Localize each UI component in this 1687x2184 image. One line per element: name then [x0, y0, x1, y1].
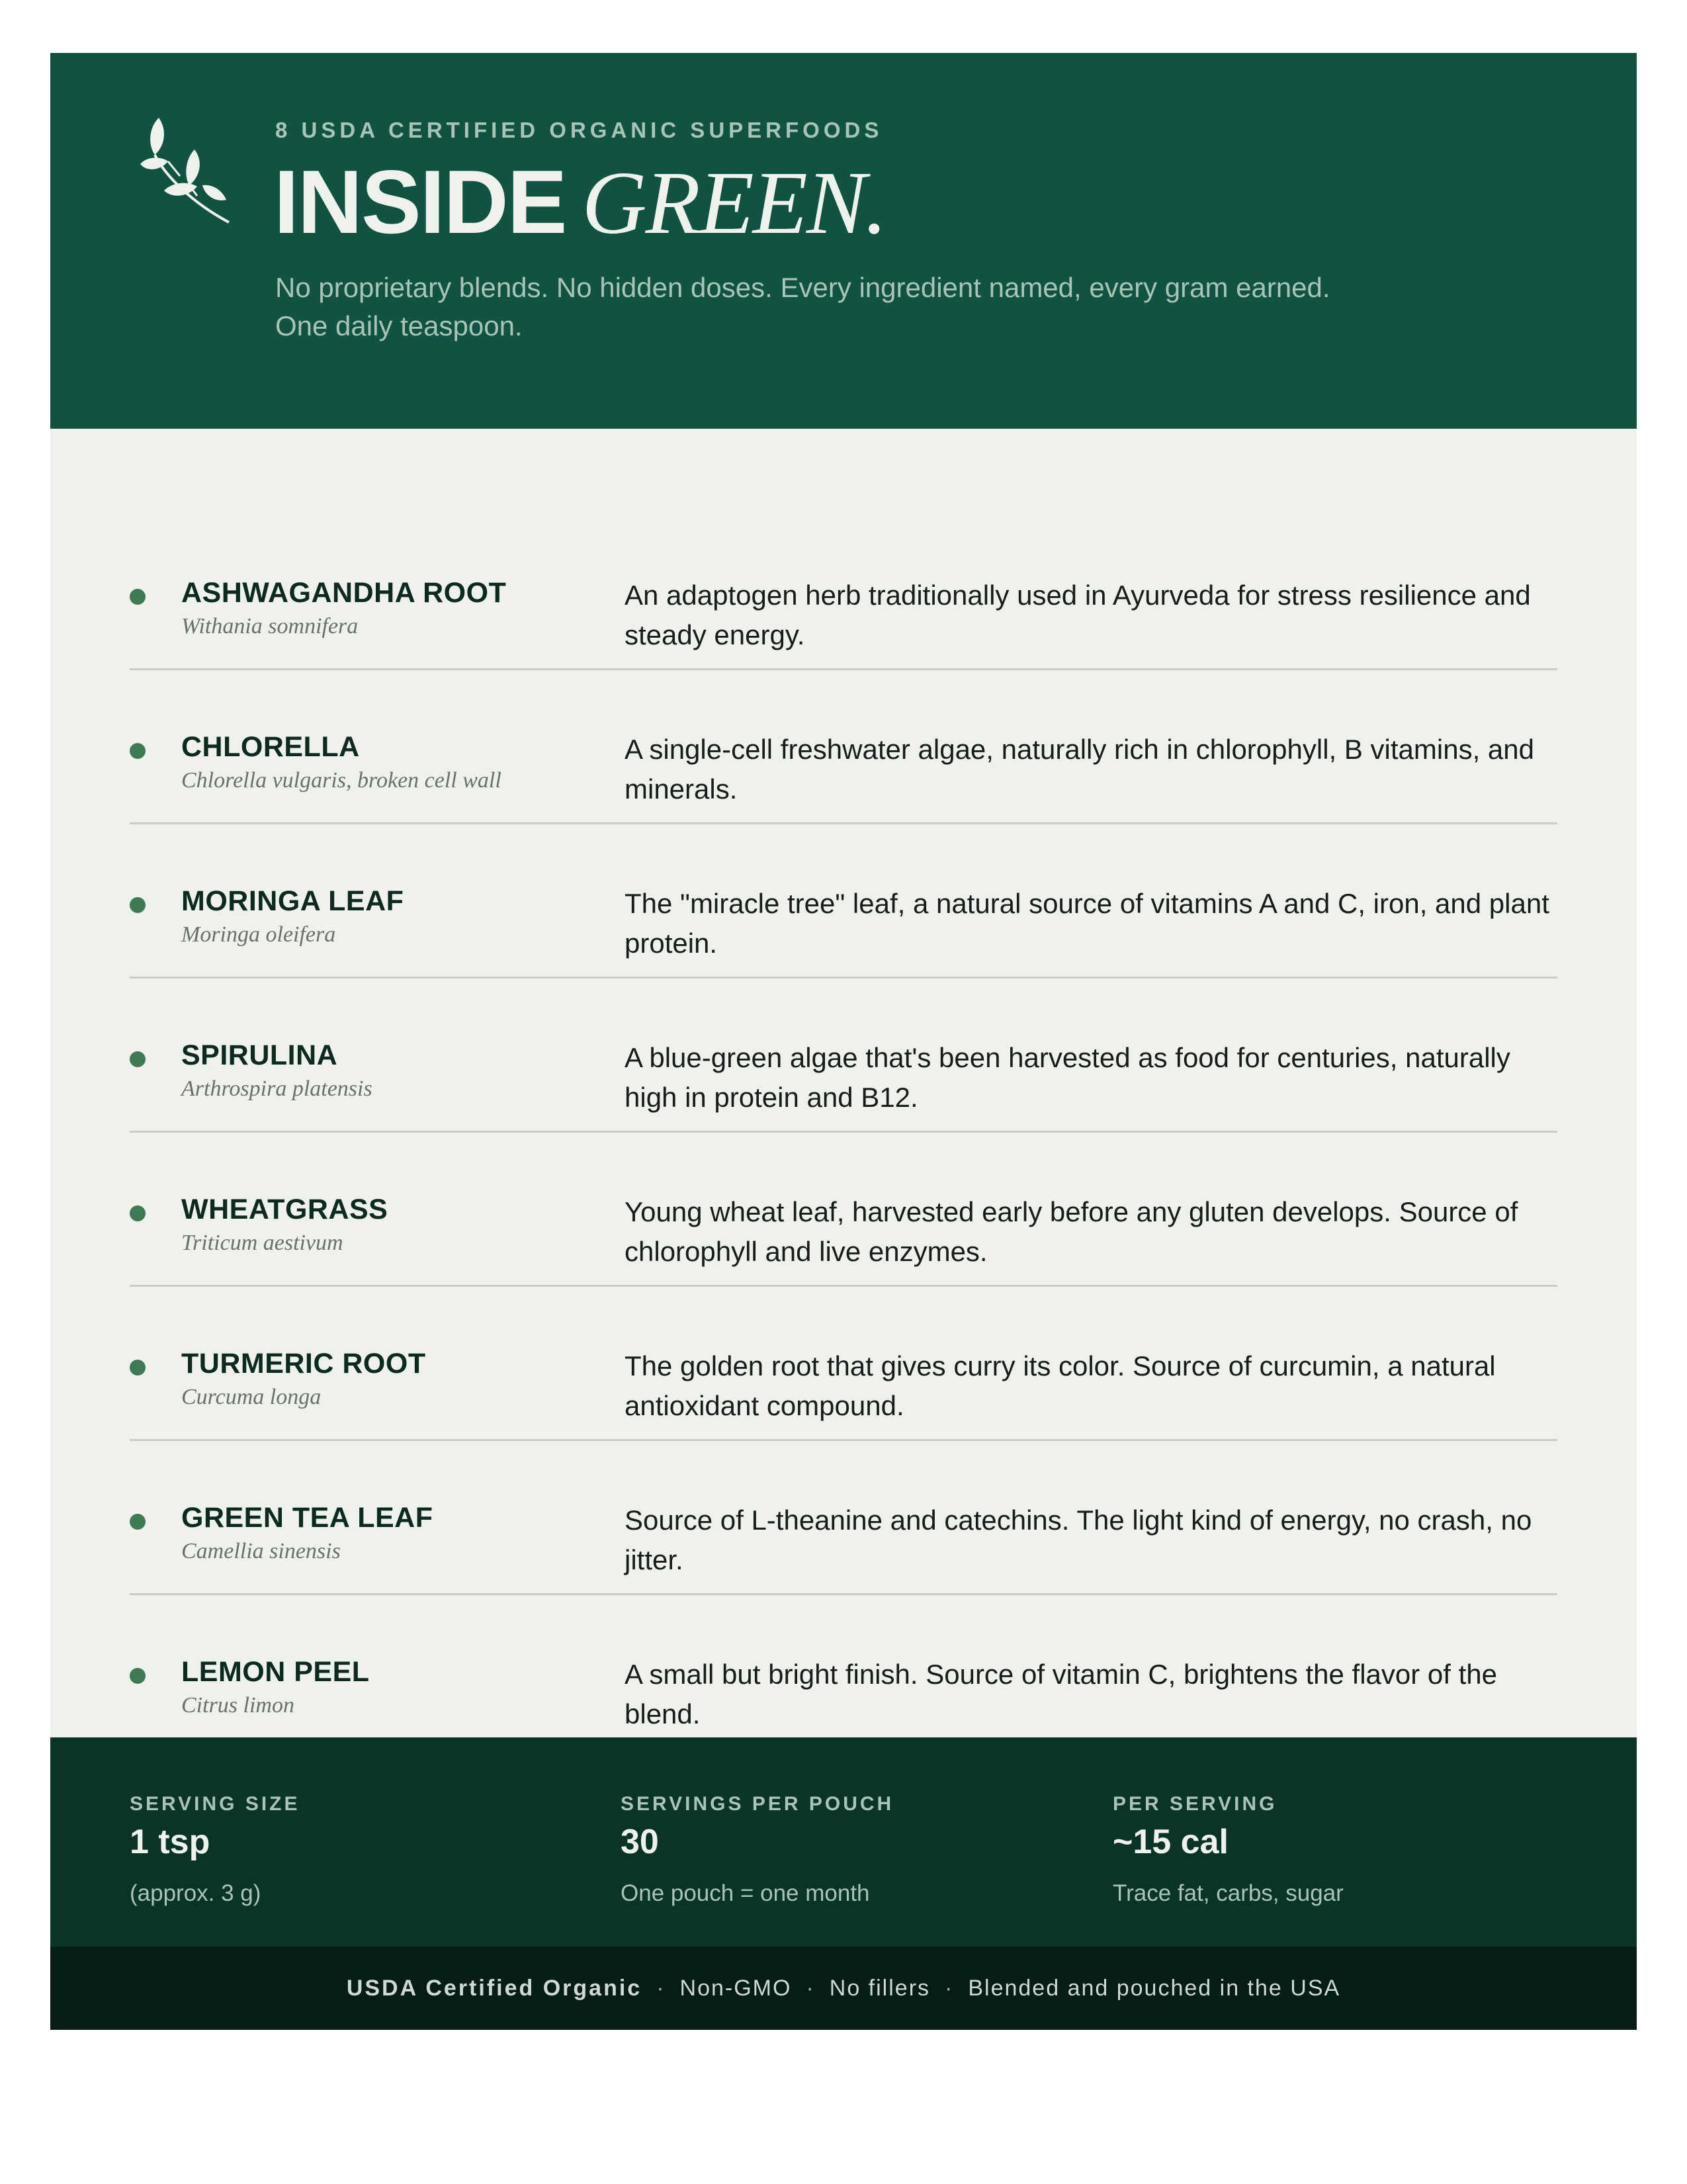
ingredient-latin-name: Citrus limon — [181, 1693, 294, 1718]
ingredient-latin-name: Curcuma longa — [181, 1385, 322, 1409]
ingredient-name: MORINGA LEAF — [181, 885, 404, 917]
ingredient-name: TURMERIC ROOT — [181, 1348, 426, 1379]
bullet-dot-icon — [130, 1514, 146, 1530]
ingredient-row — [130, 516, 1557, 670]
eyebrow-text: 8 USDA CERTIFIED ORGANIC SUPERFOODS — [275, 118, 883, 142]
ingredient-row — [130, 824, 1557, 979]
ingredient-name: LEMON PEEL — [181, 1656, 370, 1688]
bullet-dot-icon — [130, 1668, 146, 1684]
ingredient-description: A single-cell freshwater algae, naturally rich in chlorophyll, B vitamins, and minerals. — [625, 734, 1534, 805]
ingredient-list — [130, 516, 1557, 1749]
ingredient-description: A small but bright finish. Source of vitamin C, brightens the flavor of the blend. — [625, 1659, 1497, 1729]
ingredient-name: GREEN TEA LEAF — [181, 1502, 433, 1534]
title-bold-word: INSIDE — [274, 152, 566, 252]
ingredient-row — [130, 979, 1557, 1133]
ingredient-latin-name: Arthrospira platensis — [181, 1076, 372, 1101]
stat-value: 1 tsp — [130, 1823, 210, 1861]
ingredient-description: The "miracle tree" leaf, a natural source of vitamins A and C, iron, and plant protein. — [625, 888, 1549, 959]
stat-note: (approx. 3 g) — [130, 1880, 261, 1906]
bullet-dot-icon — [130, 589, 146, 605]
product-sheet — [50, 53, 1637, 2030]
header-section — [50, 53, 1637, 429]
ingredient-description: An adaptogen herb traditionally used in Ayurveda for stress resilience and steady energy. — [625, 580, 1531, 650]
stat-label: SERVING SIZE — [130, 1793, 300, 1815]
stat-note: Trace fat, carbs, sugar — [1113, 1880, 1344, 1906]
stat-value: 30 — [621, 1823, 659, 1861]
stat-label: SERVINGS PER POUCH — [621, 1793, 894, 1815]
ingredient-row — [130, 1595, 1557, 1749]
ingredient-description: The golden root that gives curry its color. Source of curcumin, a natural antioxidant compound. — [625, 1350, 1496, 1421]
bullet-dot-icon — [130, 897, 146, 913]
footer-separator: · — [656, 1976, 666, 2001]
ingredient-row — [130, 670, 1557, 824]
intro-text: No proprietary blends. No hidden doses. Every ingredient named, every gram earned. One daily teaspoon. — [275, 272, 1330, 341]
footer-item-made-in-usa: Blended and pouched in the USA — [968, 1976, 1341, 2001]
footer-separator: · — [806, 1976, 815, 2001]
ingredient-row — [130, 1133, 1557, 1287]
nutrition-stats-band — [50, 1737, 1637, 1946]
bullet-dot-icon — [130, 1205, 146, 1221]
ingredient-name: SPIRULINA — [181, 1039, 338, 1071]
ingredient-description: Source of L-theanine and catechins. The light kind of energy, no crash, no jitter. — [625, 1505, 1532, 1575]
ingredient-row — [130, 1441, 1557, 1595]
ingredient-name: CHLORELLA — [181, 731, 360, 763]
ingredient-latin-name: Moringa oleifera — [181, 922, 336, 947]
footer-item-usda: USDA Certified Organic — [346, 1976, 642, 2001]
title-italic-word: GREEN. — [582, 153, 887, 253]
ingredient-name: WHEATGRASS — [181, 1194, 388, 1225]
stat-value: ~15 cal — [1113, 1823, 1229, 1861]
certification-footer — [50, 1946, 1637, 2030]
footer-item-non-gmo: Non-GMO — [679, 1976, 792, 2001]
ingredient-latin-name: Withania somnifera — [181, 614, 359, 638]
ingredient-latin-name: Triticum aestivum — [181, 1231, 343, 1255]
ingredient-name: ASHWAGANDHA ROOT — [181, 577, 507, 609]
ingredient-description: A blue-green algae that's been harvested as food for centuries, naturally high in protein and B12. — [625, 1042, 1510, 1113]
bullet-dot-icon — [130, 1051, 146, 1067]
ingredient-latin-name: Chlorella vulgaris, broken cell wall — [181, 768, 501, 793]
page-title — [274, 152, 887, 251]
ingredient-description: Young wheat leaf, harvested early before any gluten develops. Source of chlorophyll and live enzymes. — [625, 1196, 1518, 1267]
stat-note: One pouch = one month — [621, 1880, 870, 1906]
bullet-dot-icon — [130, 743, 146, 759]
footer-item-no-fillers: No fillers — [829, 1976, 931, 2001]
bullet-dot-icon — [130, 1360, 146, 1376]
footer-separator: · — [945, 1976, 954, 2001]
leaf-sprig-icon — [139, 112, 232, 225]
ingredient-row — [130, 1287, 1557, 1441]
ingredient-latin-name: Camellia sinensis — [181, 1539, 341, 1563]
stat-label: PER SERVING — [1113, 1793, 1277, 1815]
